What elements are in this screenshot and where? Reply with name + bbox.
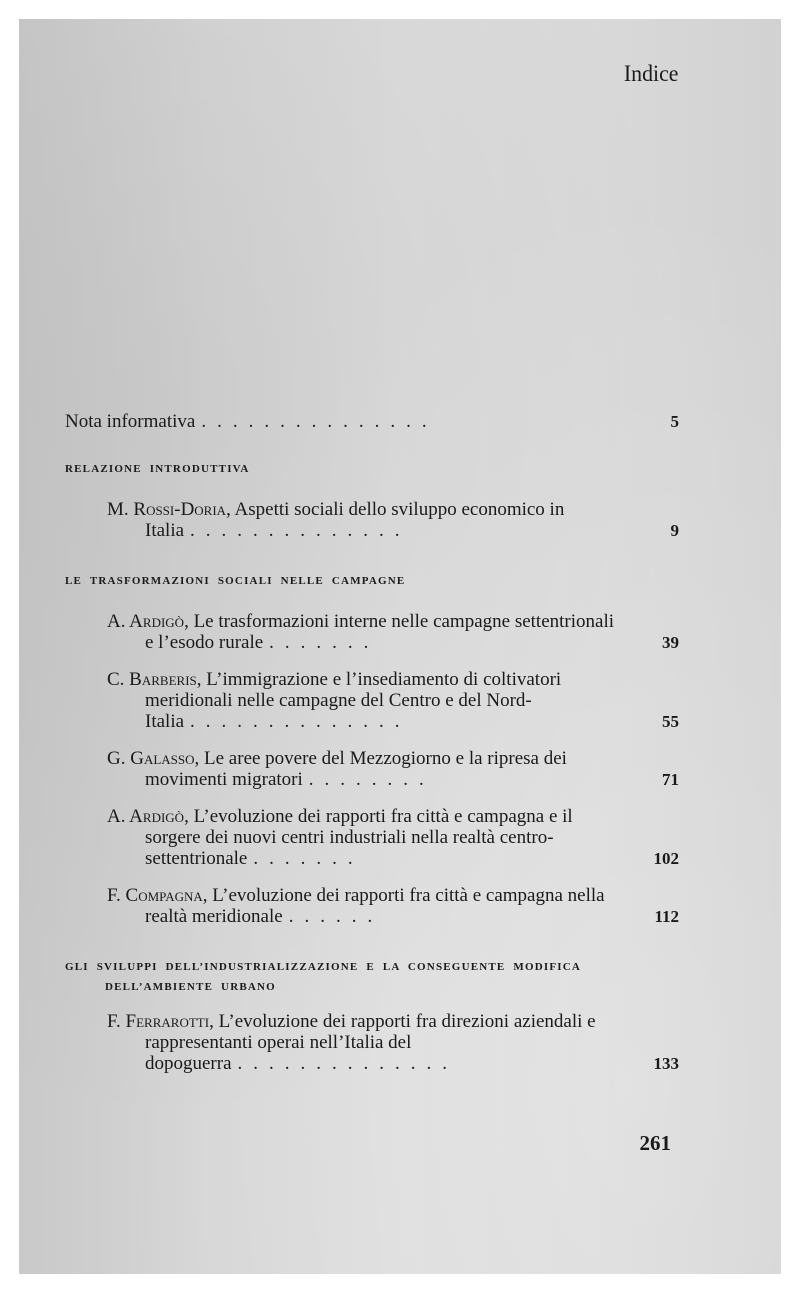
- toc-entry-author: F. Compagna: [107, 885, 203, 906]
- toc-entry-body: [107, 499, 679, 541]
- dot-leader: ......: [288, 906, 384, 927]
- toc-entry[interactable]: [65, 499, 679, 541]
- toc-entry-body: [107, 611, 679, 653]
- toc-page-number: 39: [662, 633, 679, 652]
- toc-entry-title: , Aspetti sociali dello sviluppo economico in Italia: [145, 499, 565, 541]
- toc-entry-title: , L’evoluzione dei rapporti fra città e campagna nella realtà meridionale: [145, 885, 605, 927]
- toc-entry-author: A. Ardigò: [107, 806, 185, 827]
- dot-leader: ..............: [190, 520, 411, 541]
- toc-entry[interactable]: [65, 748, 679, 790]
- toc-entry-body: [65, 411, 679, 432]
- dot-leader: ..............: [190, 711, 411, 732]
- toc-entry-title: , L’evoluzione dei rapporti fra città e campagna e il sorgere dei nuovi centri industriali nella realtà centro-settentrionale: [145, 806, 573, 869]
- toc-entry[interactable]: [65, 1011, 679, 1074]
- dot-leader: ........: [308, 769, 435, 790]
- table-of-contents: [65, 411, 679, 1090]
- toc-entry[interactable]: [65, 885, 679, 927]
- toc-entry-author: M. Rossi-Doria: [107, 499, 227, 520]
- toc-entry[interactable]: [65, 806, 679, 869]
- toc-entry[interactable]: [65, 669, 679, 732]
- toc-entry-title: , Le trasformazioni interne nelle campagne settentrionali e l’esodo rurale: [145, 611, 615, 653]
- toc-page-number: 55: [662, 712, 679, 731]
- dot-leader: .......: [253, 848, 364, 869]
- dot-leader: ..............: [237, 1053, 459, 1074]
- section-title-relazione-introduttiva: RELAZIONE INTRODUTTIVA: [65, 463, 250, 475]
- toc-entry-body: [107, 669, 679, 732]
- dot-leader: .......: [269, 632, 380, 653]
- toc-entry-nota-informativa[interactable]: [65, 411, 679, 432]
- toc-entry-body: [107, 1011, 679, 1074]
- toc-entry-body: [107, 748, 679, 790]
- toc-entry-body: [107, 806, 679, 869]
- page-number: 261: [639, 1131, 671, 1155]
- section-title-trasformazioni-sociali: LE TRASFORMAZIONI SOCIALI NELLE CAMPAGNE: [65, 575, 406, 587]
- toc-page-number: 9: [670, 521, 679, 540]
- toc-entry-body: [107, 885, 679, 927]
- page-heading: Indice: [623, 61, 678, 86]
- toc-entry-author: F. Ferrarotti: [107, 1011, 210, 1032]
- toc-entry-title: , Le aree povere del Mezzogiorno e la ripresa dei movimenti migratori: [145, 748, 567, 790]
- toc-entry-title: , L’evoluzione dei rapporti fra direzioni aziendali e rappresentanti operai nell’Italia del dopoguerra: [145, 1011, 596, 1074]
- toc-page-number: 112: [654, 907, 679, 926]
- toc-page-number: 133: [653, 1054, 679, 1073]
- toc-page-number: 71: [662, 770, 679, 789]
- toc-entry-title: Nota informativa: [65, 411, 196, 432]
- toc-page-number: 102: [653, 849, 679, 868]
- book-page: [19, 19, 781, 1274]
- toc-entry-title: , L’immigrazione e l’insediamento di coltivatori meridionali nelle campagne del Centro e del Nord-Italia: [145, 669, 562, 732]
- toc-entry-author: C. Barberis: [107, 669, 197, 690]
- section-title-sviluppi-industrializzazione: GLI SVILUPPI DELL’INDUSTRIALIZZAZIONE E LA CONSEGUENTE MODIFICA DELL’AMBIENTE URBANO: [65, 961, 581, 993]
- dot-leader: ...............: [201, 411, 438, 432]
- toc-page-number: 5: [670, 412, 679, 431]
- toc-entry-author: G. Galasso: [107, 748, 195, 769]
- toc-entry[interactable]: [65, 611, 679, 653]
- toc-entry-author: A. Ardigò: [107, 611, 185, 632]
